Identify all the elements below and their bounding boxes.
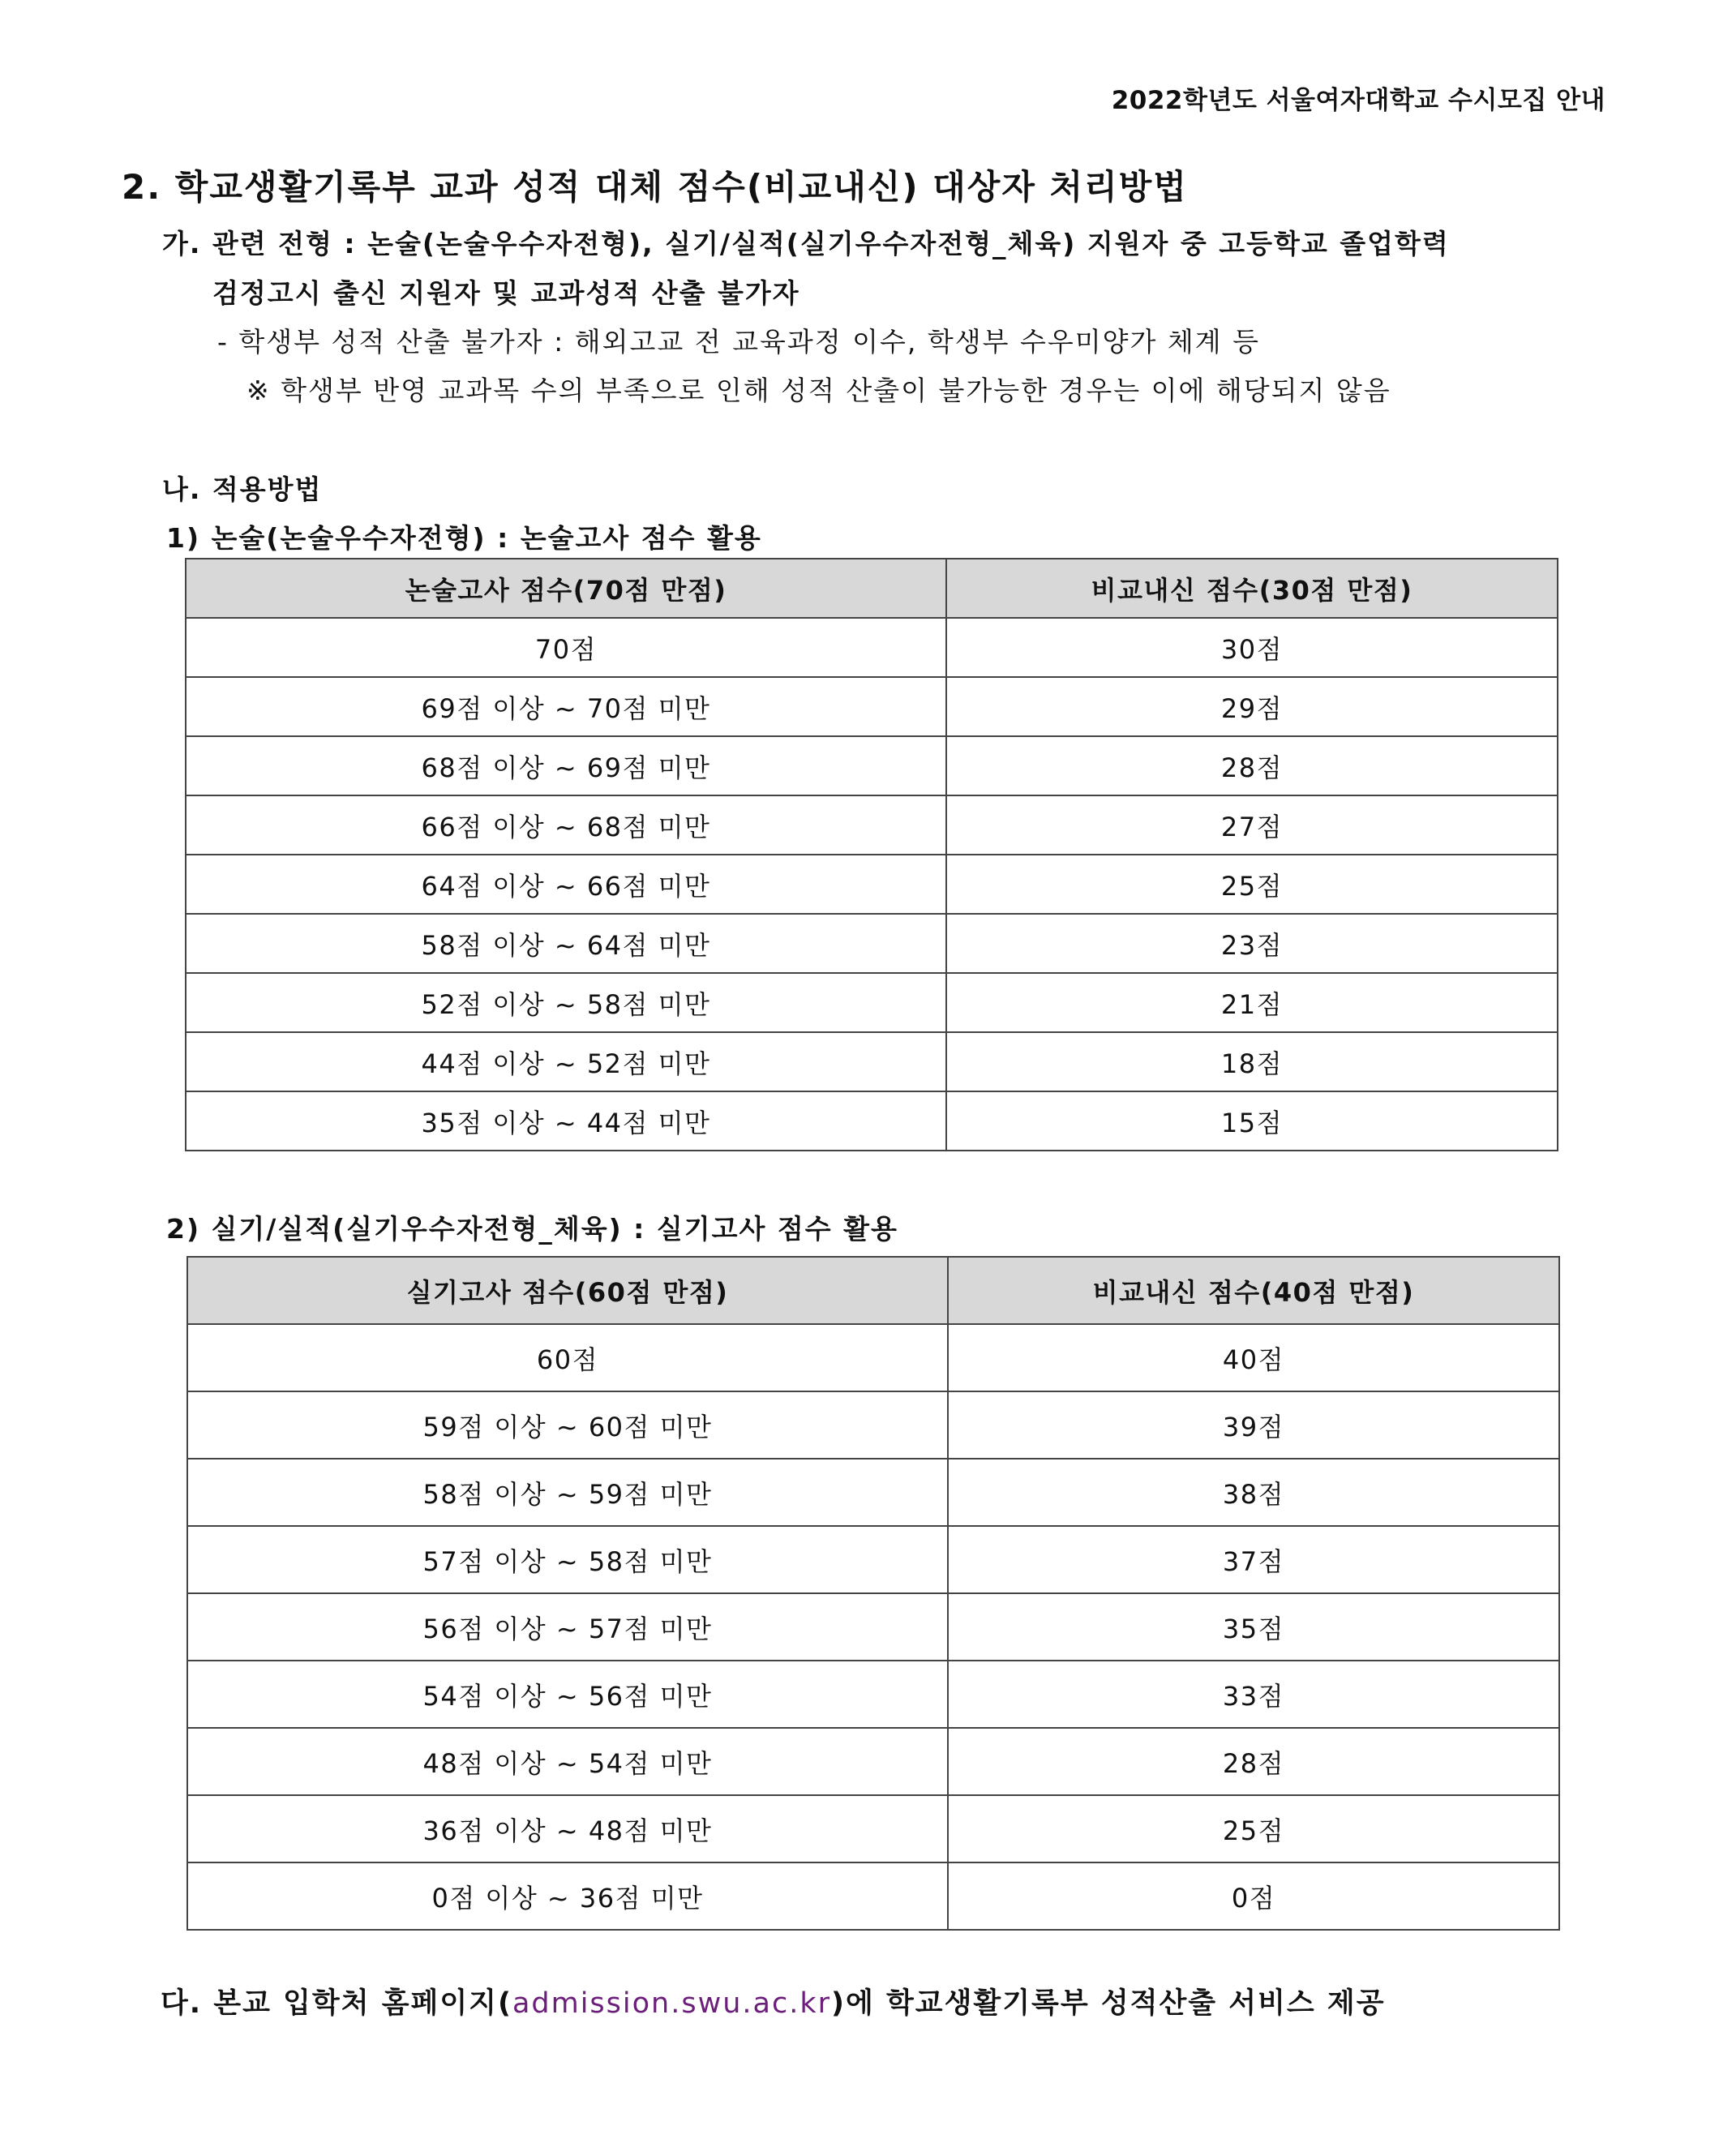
table-cell: 52점 이상 ~ 58점 미만 bbox=[186, 973, 946, 1032]
table-cell: 36점 이상 ~ 48점 미만 bbox=[187, 1795, 948, 1862]
ga-line-1: 가. 관련 전형 : 논술(논술우수자전형), 실기/실적(실기우수자전형_체육) 지원자 중 고등학교 졸업학력 bbox=[162, 228, 1450, 259]
table-cell: 57점 이상 ~ 58점 미만 bbox=[187, 1526, 948, 1593]
table-row bbox=[186, 973, 1558, 1032]
table-row bbox=[187, 1593, 1559, 1661]
table-row bbox=[187, 1661, 1559, 1728]
table-row bbox=[186, 1091, 1558, 1151]
table-header-row bbox=[187, 1257, 1559, 1324]
na-title: 나. 적용방법 bbox=[162, 474, 323, 505]
da-prefix: 다. 본교 입학처 홈페이지( bbox=[161, 1987, 512, 2020]
table-row bbox=[187, 1526, 1559, 1593]
essay-score-table bbox=[185, 558, 1558, 1151]
table-cell: 30점 bbox=[946, 618, 1558, 677]
table-cell: 44점 이상 ~ 52점 미만 bbox=[186, 1032, 946, 1091]
table-row bbox=[187, 1728, 1559, 1795]
ga-line-2: 검정고시 출신 지원자 및 교과성적 산출 불가자 bbox=[212, 277, 800, 309]
table-cell: 18점 bbox=[946, 1032, 1558, 1091]
sub2-title: 2) 실기/실적(실기우수자전형_체육) : 실기고사 점수 활용 bbox=[166, 1213, 898, 1245]
table-row bbox=[186, 618, 1558, 677]
table-cell: 68점 이상 ~ 69점 미만 bbox=[186, 736, 946, 795]
table-row bbox=[186, 736, 1558, 795]
table-cell: 28점 bbox=[948, 1728, 1559, 1795]
table-cell: 25점 bbox=[946, 855, 1558, 914]
table-cell: 64점 이상 ~ 66점 미만 bbox=[186, 855, 946, 914]
table-cell: 29점 bbox=[946, 677, 1558, 736]
sub1-title: 1) 논술(논술우수자전형) : 논술고사 점수 활용 bbox=[166, 522, 762, 554]
table-cell: 28점 bbox=[946, 736, 1558, 795]
page-header: 2022학년도 서울여자대학교 수시모집 안내 bbox=[1111, 86, 1605, 115]
table-cell: 37점 bbox=[948, 1526, 1559, 1593]
table-cell: 35점 이상 ~ 44점 미만 bbox=[186, 1091, 946, 1151]
table-cell: 0점 이상 ~ 36점 미만 bbox=[187, 1862, 948, 1930]
table-header-cell: 논술고사 점수(70점 만점) bbox=[186, 559, 946, 618]
table-row bbox=[186, 1032, 1558, 1091]
table-cell: 21점 bbox=[946, 973, 1558, 1032]
table-cell: 40점 bbox=[948, 1324, 1559, 1391]
table-cell: 70점 bbox=[186, 618, 946, 677]
table-row bbox=[186, 795, 1558, 855]
table-cell: 54점 이상 ~ 56점 미만 bbox=[187, 1661, 948, 1728]
section-title: 2. 학교생활기록부 교과 성적 대체 점수(비교내신) 대상자 처리방법 bbox=[122, 167, 1188, 207]
table-row bbox=[187, 1391, 1559, 1459]
ga-note-2: ※ 학생부 반영 교과목 수의 부족으로 인해 성적 산출이 불가능한 경우는 이에 해당되지 않음 bbox=[246, 375, 1391, 406]
table-row bbox=[187, 1862, 1559, 1930]
table-cell: 15점 bbox=[946, 1091, 1558, 1151]
table-cell: 39점 bbox=[948, 1391, 1559, 1459]
table-cell: 60점 bbox=[187, 1324, 948, 1391]
table-cell: 66점 이상 ~ 68점 미만 bbox=[186, 795, 946, 855]
table-cell: 38점 bbox=[948, 1459, 1559, 1526]
table-row bbox=[187, 1459, 1559, 1526]
table-cell: 56점 이상 ~ 57점 미만 bbox=[187, 1593, 948, 1661]
table-cell: 58점 이상 ~ 64점 미만 bbox=[186, 914, 946, 973]
table-cell: 58점 이상 ~ 59점 미만 bbox=[187, 1459, 948, 1526]
table-cell: 23점 bbox=[946, 914, 1558, 973]
table-header-cell: 실기고사 점수(60점 만점) bbox=[187, 1257, 948, 1324]
table-header-cell: 비교내신 점수(30점 만점) bbox=[946, 559, 1558, 618]
table-cell: 59점 이상 ~ 60점 미만 bbox=[187, 1391, 948, 1459]
table-row bbox=[187, 1795, 1559, 1862]
table-header-row bbox=[186, 559, 1558, 618]
table-cell: 33점 bbox=[948, 1661, 1559, 1728]
table-cell: 0점 bbox=[948, 1862, 1559, 1930]
admission-link[interactable]: admission.swu.ac.kr bbox=[512, 1987, 831, 2020]
table-header-cell: 비교내신 점수(40점 만점) bbox=[948, 1257, 1559, 1324]
ga-note-1: - 학생부 성적 산출 불가자 : 해외고교 전 교육과정 이수, 학생부 수우미양가 체계 등 bbox=[217, 326, 1260, 358]
table-row bbox=[187, 1324, 1559, 1391]
da-line bbox=[161, 1981, 1386, 2021]
table-cell: 35점 bbox=[948, 1593, 1559, 1661]
table-cell: 27점 bbox=[946, 795, 1558, 855]
table-row bbox=[186, 677, 1558, 736]
da-suffix: )에 학교생활기록부 성적산출 서비스 제공 bbox=[831, 1987, 1386, 2020]
table-cell: 25점 bbox=[948, 1795, 1559, 1862]
table-cell: 69점 이상 ~ 70점 미만 bbox=[186, 677, 946, 736]
table-row bbox=[186, 914, 1558, 973]
table-row bbox=[186, 855, 1558, 914]
practical-score-table bbox=[186, 1256, 1560, 1931]
table-cell: 48점 이상 ~ 54점 미만 bbox=[187, 1728, 948, 1795]
